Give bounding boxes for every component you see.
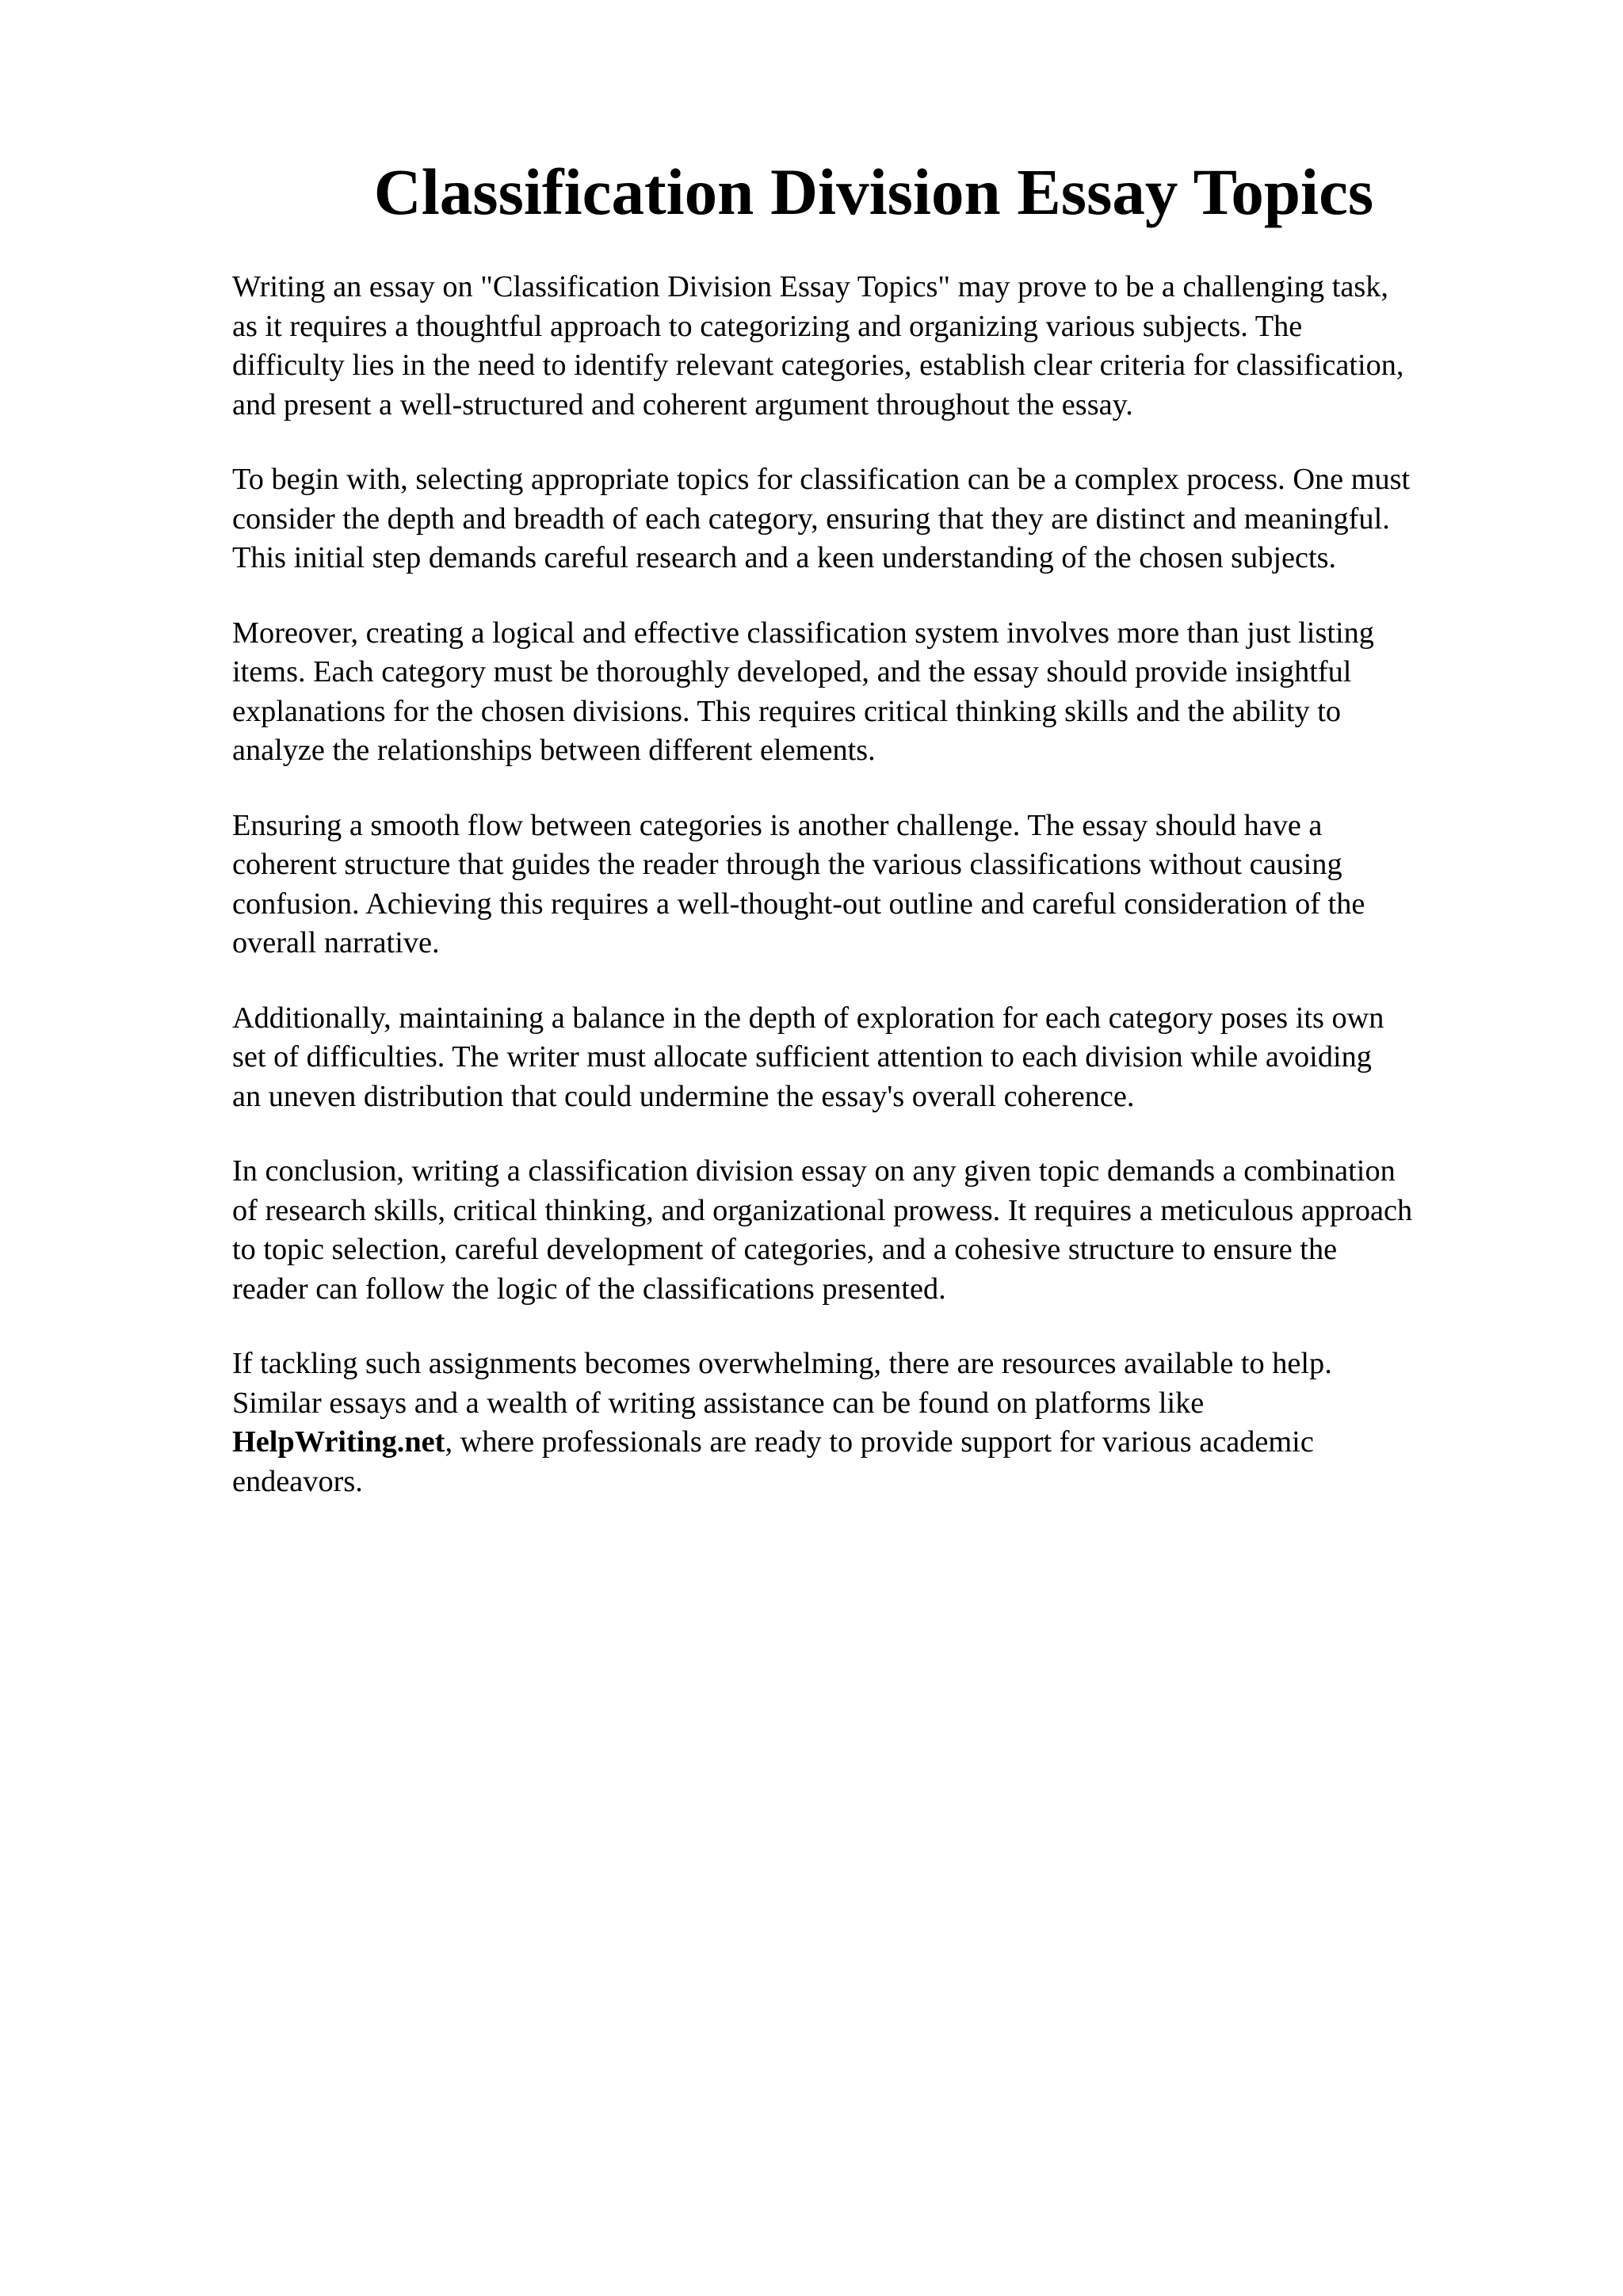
- text-line: of research skills, critical thinking, and organizational prowess. It requires a meticulous approach: [232, 1193, 1413, 1227]
- text-line: [232, 1423, 1532, 1463]
- paragraph-intro: [232, 268, 1532, 425]
- text-line: to topic selection, careful development of categories, and a cohesive structure to ensure the: [232, 1233, 1338, 1266]
- text-line: overall narrative.: [232, 926, 440, 959]
- paragraph-flow: [232, 807, 1532, 963]
- text-line: an uneven distribution that could undermine the essay's overall coherence.: [232, 1079, 1135, 1113]
- text-line: To begin with, selecting appropriate topics for classification can be a complex process. One must: [232, 463, 1411, 496]
- text-line: coherent structure that guides the reader through the various classifications without causing: [232, 848, 1342, 881]
- text-line: This initial step demands careful research and a keen understanding of the chosen subjects.: [232, 541, 1337, 574]
- text-line: analyze the relationships between different elements.: [232, 734, 876, 767]
- text-line: as it requires a thoughtful approach to categorizing and organizing various subjects. The: [232, 309, 1303, 343]
- brand-name: HelpWriting.net: [232, 1425, 445, 1459]
- text-line: set of difficulties. The writer must allocate sufficient attention to each division while avoiding: [232, 1040, 1372, 1074]
- text-line: Writing an essay on "Classification Division Essay Topics" may prove to be a challenging task,: [232, 270, 1389, 303]
- text-line: If tackling such assignments becomes overwhelming, there are resources available to help.: [232, 1347, 1332, 1380]
- text-line: difficulty lies in the need to identify relevant categories, establish clear criteria for classification,: [232, 349, 1404, 382]
- text-line: consider the depth and breadth of each category, ensuring that they are distinct and meaningful.: [232, 502, 1390, 536]
- paragraph-classification-system: [232, 614, 1532, 771]
- text-line: and present a well-structured and coherent argument throughout the essay.: [232, 387, 1133, 421]
- text-line: Similar essays and a wealth of writing assistance can be found on platforms like: [232, 1386, 1205, 1420]
- text-fragment: , where professionals are ready to provide support for various academic: [445, 1425, 1314, 1459]
- text-line: explanations for the chosen divisions. This requires critical thinking skills and the ability to: [232, 694, 1342, 728]
- text-line: confusion. Achieving this requires a well-thought-out outline and careful consideration of the: [232, 887, 1365, 921]
- paragraph-topic-selection: [232, 460, 1532, 578]
- document-title: Classification Division Essay Topics: [373, 155, 1374, 228]
- document-body: [232, 268, 1532, 1537]
- paragraph-closing: [232, 1344, 1532, 1501]
- text-line: endeavors.: [232, 1464, 363, 1498]
- paragraph-conclusion: [232, 1152, 1532, 1309]
- text-line: In conclusion, writing a classification division essay on any given topic demands a combination: [232, 1154, 1396, 1188]
- text-line: Additionally, maintaining a balance in the depth of exploration for each category poses its own: [232, 1001, 1384, 1035]
- paragraph-balance: [232, 999, 1532, 1117]
- text-line: Ensuring a smooth flow between categories is another challenge. The essay should have a: [232, 808, 1323, 842]
- text-line: Moreover, creating a logical and effective classification system involves more than just listing: [232, 616, 1374, 650]
- text-line: reader can follow the logic of the classifications presented.: [232, 1272, 946, 1306]
- text-line: items. Each category must be thoroughly developed, and the essay should provide insightful: [232, 655, 1352, 688]
